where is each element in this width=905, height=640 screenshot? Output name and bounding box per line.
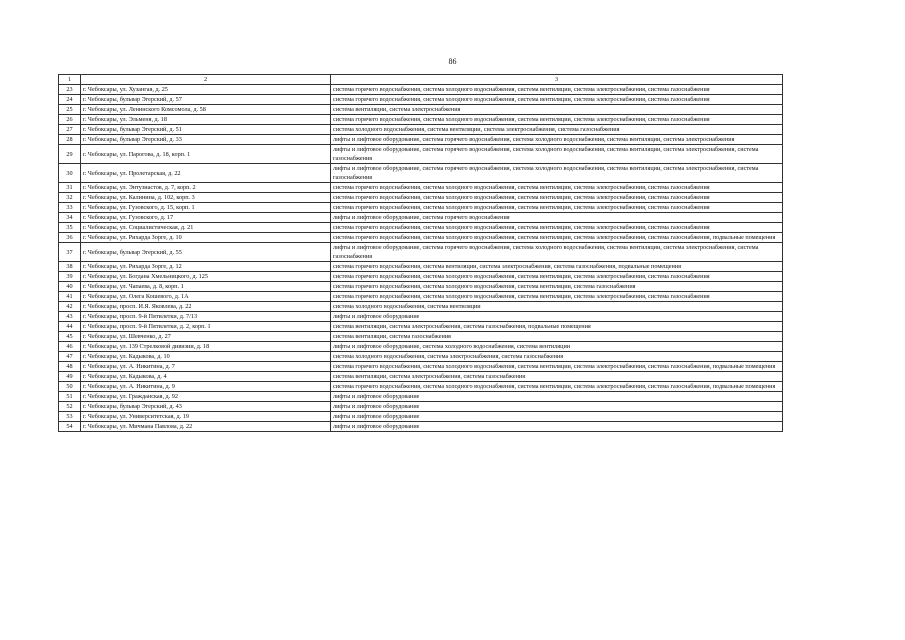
row-address: г. Чебоксары, просп. 9-й Пятилетки, д. 7/13 <box>81 312 331 322</box>
row-systems: система горячего водоснабжения, система вентиляции, система электроснабжения, система газоснабжения, подвальные помещения <box>331 262 783 272</box>
row-number: 48 <box>59 362 81 372</box>
row-systems: лифты и лифтовое оборудование <box>331 312 783 322</box>
row-address: г. Чебоксары, бульвар Эгерский, д. 43 <box>81 402 331 412</box>
row-systems: система вентиляции, система электроснабжения, система газоснабжения <box>331 372 783 382</box>
row-systems: система горячего водоснабжения, система холодного водоснабжения, система вентиляции, система электроснабжения, система газоснабжения <box>331 193 783 203</box>
row-systems: система горячего водоснабжения, система холодного водоснабжения, система вентиляции, система электроснабжения, система газоснабжения <box>331 292 783 302</box>
table-row <box>59 233 783 243</box>
row-number: 43 <box>59 312 81 322</box>
table-row <box>59 145 783 164</box>
row-number: 28 <box>59 135 81 145</box>
row-number: 53 <box>59 412 81 422</box>
table-row <box>59 362 783 372</box>
row-address: г. Чебоксары, ул. Олега Кошевого, д. 1А <box>81 292 331 302</box>
table-row <box>59 183 783 193</box>
row-number: 38 <box>59 262 81 272</box>
row-number: 40 <box>59 282 81 292</box>
row-systems: система горячего водоснабжения, система холодного водоснабжения, система вентиляции, система электроснабжения, система газоснабжения <box>331 223 783 233</box>
building-systems-table <box>58 74 783 432</box>
table-row <box>59 282 783 292</box>
row-systems: лифты и лифтовое оборудование, система горячего водоснабжения <box>331 213 783 223</box>
row-systems: система горячего водоснабжения, система холодного водоснабжения, система вентиляции, система электроснабжения, система газоснабжения <box>331 203 783 213</box>
row-address: г. Чебоксары, ул. 139 Стрелковой дивизии, д. 18 <box>81 342 331 352</box>
row-systems: система горячего водоснабжения, система холодного водоснабжения, система вентиляции, система электроснабжения, система газоснабжения, подвальные помещения <box>331 362 783 372</box>
row-systems: система холодного водоснабжения, система электроснабжения, система газоснабжения <box>331 352 783 362</box>
table-row <box>59 312 783 322</box>
row-number: 39 <box>59 272 81 282</box>
row-number: 26 <box>59 115 81 125</box>
row-systems: лифты и лифтовое оборудование <box>331 412 783 422</box>
table-row <box>59 382 783 392</box>
table-row <box>59 302 783 312</box>
row-address: г. Чебоксары, бульвар Эгерский, д. 57 <box>81 95 331 105</box>
table-row <box>59 262 783 272</box>
table-row <box>59 322 783 332</box>
header-col-1: 1 <box>59 75 81 85</box>
table-row <box>59 193 783 203</box>
row-systems: лифты и лифтовое оборудование <box>331 422 783 432</box>
row-systems: система горячего водоснабжения, система холодного водоснабжения, система вентиляции, система электроснабжения, система газоснабжения <box>331 95 783 105</box>
row-number: 31 <box>59 183 81 193</box>
row-systems: система вентиляции, система газоснабжения <box>331 332 783 342</box>
row-address: г. Чебоксары, просп. И.Я. Яковлева, д. 22 <box>81 302 331 312</box>
row-address: г. Чебоксары, ул. Рихарда Зорге, д. 10 <box>81 233 331 243</box>
row-address: г. Чебоксары, просп. 9-й Пятилетки, д. 2, корп. 1 <box>81 322 331 332</box>
row-number: 27 <box>59 125 81 135</box>
row-number: 32 <box>59 193 81 203</box>
table-row <box>59 392 783 402</box>
table-row <box>59 422 783 432</box>
page-number: 86 <box>448 57 457 66</box>
row-number: 30 <box>59 164 81 183</box>
row-number: 24 <box>59 95 81 105</box>
row-number: 34 <box>59 213 81 223</box>
row-address: г. Чебоксары, ул. Шевченко, д. 27 <box>81 332 331 342</box>
row-address: г. Чебоксары, бульвар Эгерский, д. 33 <box>81 135 331 145</box>
row-number: 23 <box>59 85 81 95</box>
row-number: 37 <box>59 243 81 262</box>
row-number: 29 <box>59 145 81 164</box>
table-row <box>59 125 783 135</box>
row-address: г. Чебоксары, ул. Энтузиастов, д. 7, корп. 2 <box>81 183 331 193</box>
row-systems: система горячего водоснабжения, система холодного водоснабжения, система вентиляции, система электроснабжения, система газоснабжения, подвальные помещения <box>331 382 783 392</box>
table-row <box>59 412 783 422</box>
table-row <box>59 164 783 183</box>
row-address: г. Чебоксары, ул. Хузангая, д. 25 <box>81 85 331 95</box>
row-number: 49 <box>59 372 81 382</box>
row-systems: система горячего водоснабжения, система холодного водоснабжения, система вентиляции, система электроснабжения, система газоснабжения <box>331 183 783 193</box>
table-row <box>59 402 783 412</box>
row-address: г. Чебоксары, ул. Университетская, д. 19 <box>81 412 331 422</box>
row-address: г. Чебоксары, ул. Пролетарская, д. 22 <box>81 164 331 183</box>
table-row <box>59 135 783 145</box>
row-address: г. Чебоксары, ул. А. Никитина, д. 7 <box>81 362 331 372</box>
row-address: г. Чебоксары, ул. Социалистическая, д. 21 <box>81 223 331 233</box>
table-row <box>59 85 783 95</box>
row-systems: система горячего водоснабжения, система холодного водоснабжения, система вентиляции, система электроснабжения, система газоснабжения <box>331 115 783 125</box>
table-row <box>59 115 783 125</box>
row-address: г. Чебоксары, ул. Ленинского Комсомола, д. 58 <box>81 105 331 115</box>
row-address: г. Чебоксары, ул. Гузовского, д. 15, корп. 1 <box>81 203 331 213</box>
row-systems: лифты и лифтовое оборудование, система холодного водоснабжения, система вентиляции <box>331 342 783 352</box>
table-row <box>59 342 783 352</box>
row-number: 47 <box>59 352 81 362</box>
row-systems: лифты и лифтовое оборудование, система горячего водоснабжения, система холодного водоснабжения, система вентиляции, система электроснабжения, система газоснабжения <box>331 145 783 164</box>
row-address: г. Чебоксары, ул. Гузовского, д. 17 <box>81 213 331 223</box>
table-row <box>59 243 783 262</box>
table-row <box>59 352 783 362</box>
table-row <box>59 203 783 213</box>
row-address: г. Чебоксары, бульвар Эгерский, д. 51 <box>81 125 331 135</box>
row-systems: система вентиляции, система электроснабжения, система газоснабжения, подвальные помещения <box>331 322 783 332</box>
row-address: г. Чебоксары, ул. Чапаева, д. 8, корп. 1 <box>81 282 331 292</box>
row-systems: лифты и лифтовое оборудование <box>331 392 783 402</box>
table-row <box>59 272 783 282</box>
row-systems: система горячего водоснабжения, система холодного водоснабжения, система вентиляции, система электроснабжения, система газоснабжения <box>331 272 783 282</box>
table-row <box>59 332 783 342</box>
header-col-3: 3 <box>331 75 783 85</box>
row-address: г. Чебоксары, бульвар Эгерский, д. 55 <box>81 243 331 262</box>
row-number: 51 <box>59 392 81 402</box>
row-systems: лифты и лифтовое оборудование, система горячего водоснабжения, система холодного водоснабжения, система вентиляции, система электроснабжения, система газоснабжения <box>331 243 783 262</box>
row-address: г. Чебоксары, ул. А. Никитина, д. 9 <box>81 382 331 392</box>
table-row <box>59 372 783 382</box>
row-systems: система вентиляции, система электроснабжения <box>331 105 783 115</box>
row-systems: лифты и лифтовое оборудование, система горячего водоснабжения, система холодного водоснабжения, система вентиляции, система электроснабжения, система газоснабжения <box>331 164 783 183</box>
row-systems: лифты и лифтовое оборудование, система горячего водоснабжения, система холодного водоснабжения, система вентиляции, система электроснабжения <box>331 135 783 145</box>
row-number: 50 <box>59 382 81 392</box>
row-systems: лифты и лифтовое оборудование <box>331 402 783 412</box>
row-address: г. Чебоксары, ул. Рихарда Зорге, д. 12 <box>81 262 331 272</box>
row-number: 46 <box>59 342 81 352</box>
table-header-row <box>59 75 783 85</box>
row-number: 41 <box>59 292 81 302</box>
row-address: г. Чебоксары, ул. Гражданская, д. 92 <box>81 392 331 402</box>
header-col-2: 2 <box>81 75 331 85</box>
row-number: 54 <box>59 422 81 432</box>
row-number: 44 <box>59 322 81 332</box>
row-number: 36 <box>59 233 81 243</box>
row-systems: система горячего водоснабжения, система холодного водоснабжения, система вентиляции, система электроснабжения, система газоснабжения <box>331 85 783 95</box>
row-address: г. Чебоксары, ул. Кадыкова, д. 10 <box>81 352 331 362</box>
row-number: 42 <box>59 302 81 312</box>
row-address: г. Чебоксары, ул. Парогова, д. 18, корп. 1 <box>81 145 331 164</box>
table-row <box>59 95 783 105</box>
table-row <box>59 223 783 233</box>
row-address: г. Чебоксары, ул. Богдана Хмельницкого, д. 125 <box>81 272 331 282</box>
table-row <box>59 105 783 115</box>
row-systems: система горячего водоснабжения, система холодного водоснабжения, система вентиляции, система электроснабжения, система газоснабжения, подвальные помещения <box>331 233 783 243</box>
row-number: 35 <box>59 223 81 233</box>
row-number: 52 <box>59 402 81 412</box>
table-row <box>59 292 783 302</box>
row-systems: система холодного водоснабжения, система вентиляции, система электроснабжения, система газоснабжения <box>331 125 783 135</box>
row-address: г. Чебоксары, ул. Эльменя, д. 18 <box>81 115 331 125</box>
row-number: 45 <box>59 332 81 342</box>
row-address: г. Чебоксары, ул. Кадыкова, д. 4 <box>81 372 331 382</box>
row-address: г. Чебоксары, ул. Калинина, д. 102, корп. 3 <box>81 193 331 203</box>
row-number: 33 <box>59 203 81 213</box>
row-systems: система горячего водоснабжения, система холодного водоснабжения, система вентиляции, система газоснабжения <box>331 282 783 292</box>
row-address: г. Чебоксары, ул. Мичмана Павлова, д. 22 <box>81 422 331 432</box>
row-systems: система холодного водоснабжения, система вентиляции <box>331 302 783 312</box>
table-row <box>59 213 783 223</box>
row-number: 25 <box>59 105 81 115</box>
